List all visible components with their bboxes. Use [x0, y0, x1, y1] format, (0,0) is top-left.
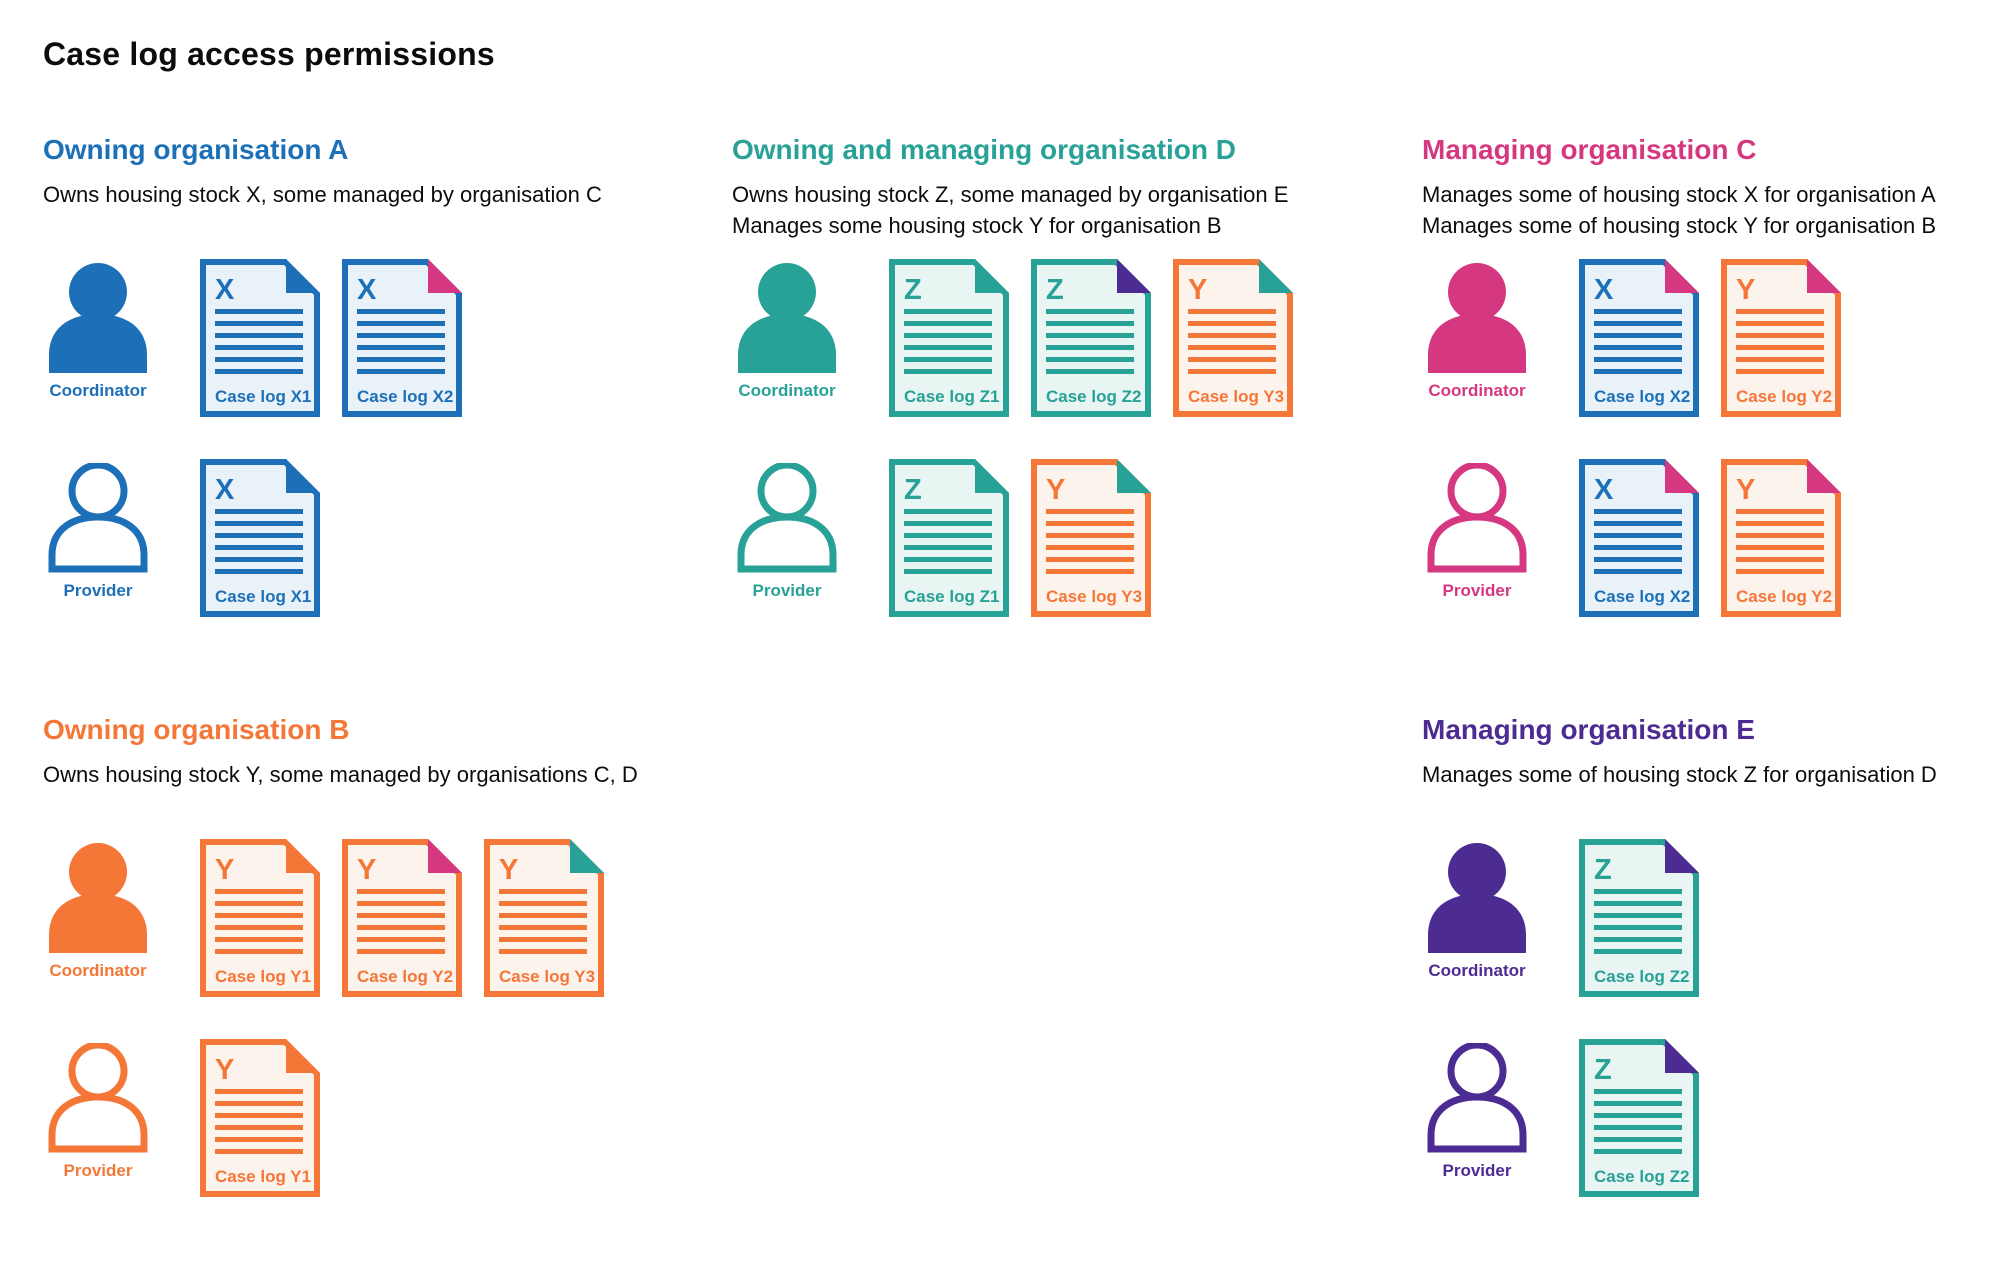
- document-text-line: [1594, 1089, 1682, 1094]
- person-outline-icon: [1427, 1043, 1527, 1153]
- document-text-line: [215, 357, 303, 362]
- case-log-documents: [1579, 259, 1841, 417]
- case-log-case-log-z2: [1031, 259, 1151, 417]
- document-text-line: [1594, 901, 1682, 906]
- section-description-line: Owns housing stock Z, some managed by organisation E: [732, 182, 1289, 207]
- folded-corner: [1117, 459, 1151, 493]
- case-log-documents: [200, 259, 462, 417]
- sections-grid: [43, 133, 1960, 1197]
- document-text-line: [904, 545, 992, 550]
- stock-letter: Z: [904, 474, 922, 506]
- case-log-label: Case log Y3: [1188, 387, 1285, 406]
- document-text-line: [1594, 369, 1682, 374]
- document-text-line: [215, 925, 303, 930]
- document-text-line: [1594, 569, 1682, 574]
- case-log-case-log-y2: [342, 839, 462, 997]
- document-text-line: [215, 309, 303, 314]
- person-outline-icon: [48, 463, 148, 573]
- document-text-line: [1046, 321, 1134, 326]
- stock-letter: Z: [1594, 1054, 1612, 1086]
- person-provider: [732, 463, 842, 601]
- section-description: [43, 179, 732, 259]
- case-log-label: Case log Z2: [1046, 387, 1142, 406]
- role-row-coordinator: [1422, 839, 1962, 997]
- case-log-case-log-z2: [1579, 839, 1699, 997]
- case-log-document: [1721, 459, 1841, 617]
- document-text-line: [215, 889, 303, 894]
- document-text-line: [215, 545, 303, 550]
- document-text-line: [215, 333, 303, 338]
- stock-letter: Y: [1736, 474, 1756, 506]
- case-log-document: [1721, 259, 1841, 417]
- role-row-provider: [43, 459, 732, 617]
- role-label: Coordinator: [1428, 381, 1526, 400]
- document-text-line: [904, 509, 992, 514]
- section-description-line: Manages some of housing stock X for organisation A: [1422, 182, 1936, 207]
- case-log-case-log-y1: [200, 1039, 320, 1197]
- case-log-case-log-x2: [1579, 459, 1699, 617]
- folded-corner: [1807, 459, 1841, 493]
- case-log-label: Case log Z2: [1594, 967, 1690, 986]
- case-log-document: [889, 459, 1009, 617]
- case-log-label: Case log Y3: [1046, 587, 1143, 606]
- case-log-label: Case log X1: [215, 387, 312, 406]
- section-title: Owning organisation A: [43, 134, 349, 165]
- document-text-line: [215, 369, 303, 374]
- document-text-line: [215, 533, 303, 538]
- document-text-line: [1594, 949, 1682, 954]
- document-text-line: [1736, 533, 1824, 538]
- stock-letter: X: [215, 274, 235, 306]
- case-log-document: [342, 839, 462, 997]
- case-log-label: Case log X2: [1594, 387, 1691, 406]
- document-text-line: [1594, 1125, 1682, 1130]
- person-filled-icon: [1427, 263, 1527, 373]
- stock-letter: Y: [1046, 474, 1066, 506]
- page-title: Case log access permissions: [43, 36, 495, 72]
- case-log-document: [1579, 459, 1699, 617]
- document-text-line: [357, 925, 445, 930]
- case-log-document: [1579, 839, 1699, 997]
- case-log-label: Case log Y3: [499, 967, 596, 986]
- case-log-case-log-y3: [1031, 459, 1151, 617]
- case-log-case-log-z1: [889, 459, 1009, 617]
- document-text-line: [904, 521, 992, 526]
- person-provider: [1422, 463, 1532, 601]
- document-text-line: [215, 913, 303, 918]
- section-title: Owning and managing organisation D: [732, 134, 1237, 165]
- stock-letter: X: [215, 474, 235, 506]
- person-coordinator: [43, 263, 153, 401]
- case-log-label: Case log Z1: [904, 387, 1000, 406]
- section-description: [1422, 179, 1962, 259]
- document-text-line: [357, 369, 445, 374]
- document-text-line: [215, 1137, 303, 1142]
- section-description-line: Manages some housing stock Y for organisation B: [732, 213, 1222, 238]
- case-log-label: Case log Y1: [215, 1167, 312, 1186]
- document-text-line: [357, 889, 445, 894]
- document-text-line: [1594, 1149, 1682, 1154]
- role-row-provider: [1422, 459, 1962, 617]
- document-text-line: [215, 569, 303, 574]
- case-log-case-log-y3: [484, 839, 604, 997]
- document-text-line: [1736, 557, 1824, 562]
- stock-letter: Y: [215, 1054, 235, 1086]
- section-title: Owning organisation B: [43, 714, 350, 745]
- person-filled-icon: [1427, 843, 1527, 953]
- case-log-document: [342, 259, 462, 417]
- stock-letter: Y: [357, 854, 377, 886]
- document-text-line: [904, 345, 992, 350]
- document-text-line: [215, 1125, 303, 1130]
- case-log-document: [200, 259, 320, 417]
- document-text-line: [1046, 509, 1134, 514]
- person-filled-icon: [48, 843, 148, 953]
- case-log-case-log-y2: [1721, 259, 1841, 417]
- folded-corner: [286, 259, 320, 293]
- case-log-documents: [1579, 459, 1841, 617]
- case-log-case-log-x1: [200, 259, 320, 417]
- person-provider: [43, 463, 153, 601]
- section-owning-and-managing-organisation-d: [732, 133, 1422, 617]
- person-coordinator: [1422, 843, 1532, 981]
- document-text-line: [215, 345, 303, 350]
- document-text-line: [1188, 309, 1276, 314]
- case-log-document: [889, 259, 1009, 417]
- document-text-line: [904, 569, 992, 574]
- case-log-document: [484, 839, 604, 997]
- case-log-label: Case log X2: [357, 387, 454, 406]
- document-text-line: [1046, 533, 1134, 538]
- document-text-line: [1594, 309, 1682, 314]
- document-text-line: [1594, 545, 1682, 550]
- role-row-coordinator: [1422, 259, 1962, 417]
- document-text-line: [215, 1113, 303, 1118]
- document-text-line: [1594, 1137, 1682, 1142]
- case-log-label: Case log Y2: [1736, 587, 1833, 606]
- stock-letter: X: [1594, 474, 1614, 506]
- document-text-line: [1736, 345, 1824, 350]
- role-label: Provider: [752, 581, 822, 600]
- document-text-line: [215, 557, 303, 562]
- case-log-case-log-y1: [200, 839, 320, 997]
- case-log-document: [200, 839, 320, 997]
- folded-corner: [975, 459, 1009, 493]
- document-text-line: [904, 309, 992, 314]
- document-text-line: [1594, 1101, 1682, 1106]
- document-text-line: [904, 357, 992, 362]
- document-text-line: [215, 321, 303, 326]
- role-label: Provider: [1442, 1161, 1512, 1180]
- case-log-documents: [889, 459, 1151, 617]
- document-text-line: [215, 1101, 303, 1106]
- case-log-document: [1031, 459, 1151, 617]
- document-text-line: [1736, 369, 1824, 374]
- document-text-line: [1594, 521, 1682, 526]
- case-log-document: [1031, 259, 1151, 417]
- document-text-line: [904, 557, 992, 562]
- role-row-provider: [43, 1039, 732, 1197]
- document-text-line: [1594, 557, 1682, 562]
- document-text-line: [499, 913, 587, 918]
- case-log-label: Case log Y2: [357, 967, 454, 986]
- person-provider: [1422, 1043, 1532, 1181]
- document-text-line: [357, 949, 445, 954]
- document-text-line: [1188, 369, 1276, 374]
- stock-letter: X: [357, 274, 377, 306]
- document-text-line: [215, 901, 303, 906]
- stock-letter: Y: [1188, 274, 1208, 306]
- person-provider: [43, 1043, 153, 1181]
- document-text-line: [1188, 321, 1276, 326]
- document-text-line: [1046, 345, 1134, 350]
- document-text-line: [1736, 333, 1824, 338]
- document-text-line: [357, 357, 445, 362]
- folded-corner: [1665, 259, 1699, 293]
- document-text-line: [1594, 345, 1682, 350]
- case-log-case-log-x2: [1579, 259, 1699, 417]
- document-text-line: [357, 321, 445, 326]
- stock-letter: Y: [1736, 274, 1756, 306]
- document-text-line: [1594, 357, 1682, 362]
- document-text-line: [1736, 321, 1824, 326]
- role-label: Coordinator: [1428, 961, 1526, 980]
- case-log-document: [1173, 259, 1293, 417]
- document-text-line: [1188, 333, 1276, 338]
- document-text-line: [215, 937, 303, 942]
- document-text-line: [215, 509, 303, 514]
- case-log-label: Case log Z2: [1594, 1167, 1690, 1186]
- document-text-line: [357, 345, 445, 350]
- role-label: Provider: [63, 581, 133, 600]
- folded-corner: [1807, 259, 1841, 293]
- person-filled-icon: [48, 263, 148, 373]
- section-title: Managing organisation C: [1422, 134, 1757, 165]
- case-log-document: [1579, 1039, 1699, 1197]
- case-log-label: Case log X2: [1594, 587, 1691, 606]
- document-text-line: [1594, 509, 1682, 514]
- role-row-coordinator: [43, 259, 732, 417]
- folded-corner: [428, 259, 462, 293]
- folded-corner: [570, 839, 604, 873]
- document-text-line: [499, 901, 587, 906]
- document-text-line: [215, 1149, 303, 1154]
- document-text-line: [1046, 333, 1134, 338]
- document-text-line: [357, 309, 445, 314]
- section-description: [1422, 759, 1962, 839]
- folded-corner: [1117, 259, 1151, 293]
- role-row-coordinator: [732, 259, 1422, 417]
- document-text-line: [1594, 925, 1682, 930]
- document-text-line: [1046, 309, 1134, 314]
- stock-letter: Z: [1046, 274, 1064, 306]
- document-text-line: [904, 369, 992, 374]
- person-outline-icon: [48, 1043, 148, 1153]
- stock-letter: Z: [1594, 854, 1612, 886]
- document-text-line: [1736, 521, 1824, 526]
- document-text-line: [904, 321, 992, 326]
- person-outline-icon: [737, 463, 837, 573]
- document-text-line: [1594, 889, 1682, 894]
- document-text-line: [1188, 345, 1276, 350]
- case-log-label: Case log X1: [215, 587, 312, 606]
- document-text-line: [1736, 357, 1824, 362]
- role-label: Coordinator: [49, 381, 147, 400]
- case-log-documents: [200, 839, 604, 997]
- case-log-documents: [1579, 839, 1699, 997]
- folded-corner: [428, 839, 462, 873]
- document-text-line: [499, 949, 587, 954]
- person-coordinator: [732, 263, 842, 401]
- folded-corner: [975, 259, 1009, 293]
- case-log-documents: [1579, 1039, 1699, 1197]
- case-log-case-log-x2: [342, 259, 462, 417]
- folded-corner: [286, 1039, 320, 1073]
- section-description-line: Manages some of housing stock Z for organisation D: [1422, 762, 1937, 787]
- role-label: Provider: [1442, 581, 1512, 600]
- section-owning-organisation-a: [43, 133, 732, 617]
- stock-letter: Z: [904, 274, 922, 306]
- person-coordinator: [1422, 263, 1532, 401]
- role-label: Coordinator: [738, 381, 836, 400]
- folded-corner: [1665, 1039, 1699, 1073]
- document-text-line: [1594, 321, 1682, 326]
- case-log-case-log-z2: [1579, 1039, 1699, 1197]
- stock-letter: X: [1594, 274, 1614, 306]
- case-log-case-log-y2: [1721, 459, 1841, 617]
- document-text-line: [215, 521, 303, 526]
- case-log-label: Case log Y2: [1736, 387, 1833, 406]
- document-text-line: [1594, 913, 1682, 918]
- role-row-provider: [1422, 1039, 1962, 1197]
- case-log-document: [1579, 259, 1699, 417]
- document-text-line: [1736, 509, 1824, 514]
- stock-letter: Y: [215, 854, 235, 886]
- folded-corner: [1665, 839, 1699, 873]
- section-description-line: Owns housing stock Y, some managed by organisations C, D: [43, 762, 638, 787]
- section-description-line: Manages some of housing stock Y for organisation B: [1422, 213, 1937, 238]
- document-text-line: [1046, 357, 1134, 362]
- document-text-line: [499, 937, 587, 942]
- stock-letter: Y: [499, 854, 519, 886]
- document-text-line: [904, 533, 992, 538]
- section-title: Managing organisation E: [1422, 714, 1755, 745]
- case-log-case-log-x1: [200, 459, 320, 617]
- role-label: Provider: [63, 1161, 133, 1180]
- section-owning-organisation-b: [43, 713, 732, 1197]
- case-log-label: Case log Z1: [904, 587, 1000, 606]
- document-text-line: [1046, 569, 1134, 574]
- document-text-line: [215, 1089, 303, 1094]
- document-text-line: [1594, 333, 1682, 338]
- role-row-provider: [732, 459, 1422, 617]
- case-log-documents: [200, 459, 320, 617]
- case-log-case-log-z1: [889, 259, 1009, 417]
- case-log-documents: [889, 259, 1293, 417]
- section-description: [732, 179, 1422, 259]
- person-outline-icon: [1427, 463, 1527, 573]
- folded-corner: [286, 839, 320, 873]
- document-text-line: [215, 949, 303, 954]
- folded-corner: [286, 459, 320, 493]
- role-row-coordinator: [43, 839, 732, 997]
- document-text-line: [1736, 569, 1824, 574]
- document-text-line: [1594, 533, 1682, 538]
- section-managing-organisation-e: [1422, 713, 1962, 1197]
- role-label: Coordinator: [49, 961, 147, 980]
- folded-corner: [1665, 459, 1699, 493]
- section-managing-organisation-c: [1422, 133, 1962, 617]
- case-log-case-log-y3: [1173, 259, 1293, 417]
- document-text-line: [1594, 937, 1682, 942]
- document-text-line: [1046, 557, 1134, 562]
- case-log-document: [200, 459, 320, 617]
- section-description-line: Owns housing stock X, some managed by organisation C: [43, 182, 602, 207]
- document-text-line: [1046, 521, 1134, 526]
- person-coordinator: [43, 843, 153, 981]
- case-log-label: Case log Y1: [215, 967, 312, 986]
- document-text-line: [1046, 545, 1134, 550]
- document-text-line: [1594, 1113, 1682, 1118]
- document-text-line: [357, 901, 445, 906]
- document-text-line: [904, 333, 992, 338]
- document-text-line: [1736, 309, 1824, 314]
- document-text-line: [1188, 357, 1276, 362]
- document-text-line: [357, 937, 445, 942]
- document-text-line: [1736, 545, 1824, 550]
- folded-corner: [1259, 259, 1293, 293]
- section-description: [43, 759, 732, 839]
- case-log-documents: [200, 1039, 320, 1197]
- person-filled-icon: [737, 263, 837, 373]
- document-text-line: [1046, 369, 1134, 374]
- document-text-line: [357, 913, 445, 918]
- document-text-line: [499, 925, 587, 930]
- document-text-line: [499, 889, 587, 894]
- document-text-line: [357, 333, 445, 338]
- case-log-document: [200, 1039, 320, 1197]
